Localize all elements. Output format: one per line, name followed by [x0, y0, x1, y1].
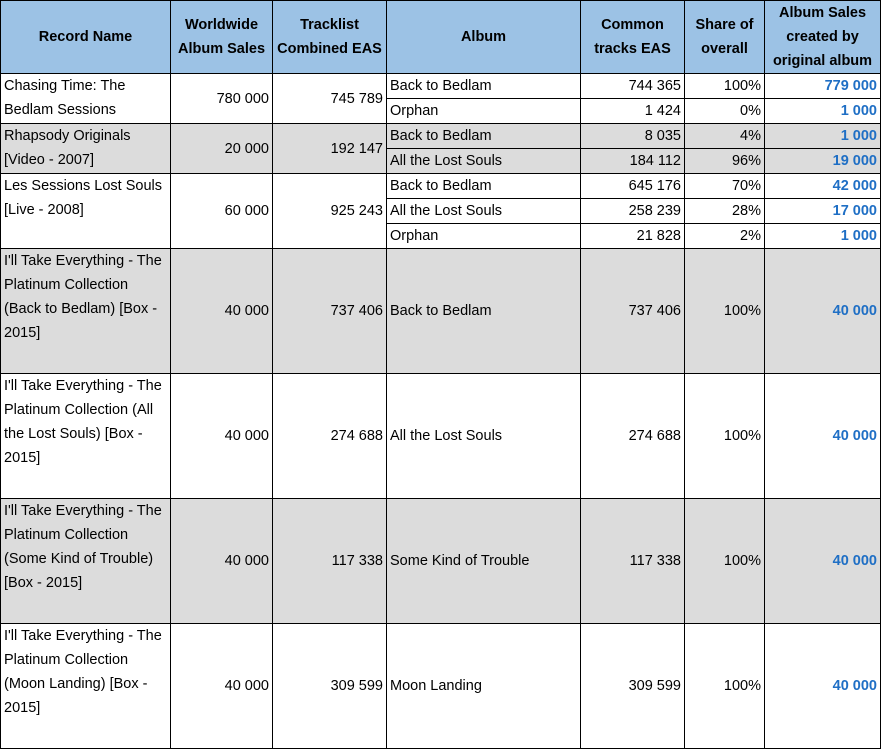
album-sales-created-cell: 1 000 [765, 124, 881, 149]
share-cell: 96% [685, 149, 765, 174]
header-album: Album [387, 1, 581, 74]
common-tracks-cell: 744 365 [581, 74, 685, 99]
album-sales-created-cell: 40 000 [765, 374, 881, 499]
album-cell: Orphan [387, 99, 581, 124]
album-sales-created-cell: 1 000 [765, 99, 881, 124]
worldwide-sales-cell: 60 000 [171, 174, 273, 249]
share-cell: 0% [685, 99, 765, 124]
album-sales-created-cell: 42 000 [765, 174, 881, 199]
common-tracks-cell: 737 406 [581, 249, 685, 374]
share-cell: 100% [685, 74, 765, 99]
album-cell: Back to Bedlam [387, 174, 581, 199]
tracklist-eas-cell: 925 243 [273, 174, 387, 249]
table-row [1, 624, 881, 749]
table-body [1, 74, 881, 749]
album-sales-created-cell: 40 000 [765, 624, 881, 749]
header-worldwide-album-sales: Worldwide Album Sales [171, 1, 273, 74]
worldwide-sales-cell: 40 000 [171, 624, 273, 749]
header-album-sales-created: Album Sales created by original album [765, 1, 881, 74]
album-cell: All the Lost Souls [387, 199, 581, 224]
record-name-cell: I'll Take Everything - The Platinum Collection (Moon Landing) [Box - 2015] [1, 624, 171, 749]
tracklist-eas-cell: 737 406 [273, 249, 387, 374]
common-tracks-cell: 184 112 [581, 149, 685, 174]
share-cell: 100% [685, 374, 765, 499]
share-cell: 2% [685, 224, 765, 249]
album-sales-created-cell: 1 000 [765, 224, 881, 249]
album-sales-created-cell: 779 000 [765, 74, 881, 99]
share-cell: 100% [685, 624, 765, 749]
tracklist-eas-cell: 309 599 [273, 624, 387, 749]
common-tracks-cell: 1 424 [581, 99, 685, 124]
share-cell: 70% [685, 174, 765, 199]
header-row [1, 1, 881, 74]
tracklist-eas-cell: 274 688 [273, 374, 387, 499]
header-common-tracks-eas: Common tracks EAS [581, 1, 685, 74]
table-row [1, 374, 881, 499]
record-name-cell: Rhapsody Originals [Video - 2007] [1, 124, 171, 174]
tracklist-eas-cell: 192 147 [273, 124, 387, 174]
common-tracks-cell: 274 688 [581, 374, 685, 499]
tracklist-eas-cell: 745 789 [273, 74, 387, 124]
record-name-cell: Les Sessions Lost Souls [Live - 2008] [1, 174, 171, 249]
album-cell: Back to Bedlam [387, 74, 581, 99]
worldwide-sales-cell: 40 000 [171, 249, 273, 374]
record-name-cell: I'll Take Everything - The Platinum Collection (Back to Bedlam) [Box - 2015] [1, 249, 171, 374]
share-cell: 28% [685, 199, 765, 224]
album-cell: Back to Bedlam [387, 249, 581, 374]
header-share-of-overall: Share of overall [685, 1, 765, 74]
worldwide-sales-cell: 780 000 [171, 74, 273, 124]
table-row [1, 174, 881, 199]
album-cell: Some Kind of Trouble [387, 499, 581, 624]
record-name-cell: I'll Take Everything - The Platinum Collection (All the Lost Souls) [Box - 2015] [1, 374, 171, 499]
record-name-cell: Chasing Time: The Bedlam Sessions [1, 74, 171, 124]
tracklist-eas-cell: 117 338 [273, 499, 387, 624]
common-tracks-cell: 258 239 [581, 199, 685, 224]
record-name-cell: I'll Take Everything - The Platinum Collection (Some Kind of Trouble) [Box - 2015] [1, 499, 171, 624]
share-cell: 4% [685, 124, 765, 149]
album-cell: All the Lost Souls [387, 374, 581, 499]
table-row [1, 124, 881, 149]
album-cell: Back to Bedlam [387, 124, 581, 149]
album-cell: All the Lost Souls [387, 149, 581, 174]
worldwide-sales-cell: 20 000 [171, 124, 273, 174]
album-sales-created-cell: 40 000 [765, 499, 881, 624]
common-tracks-cell: 117 338 [581, 499, 685, 624]
album-sales-created-cell: 40 000 [765, 249, 881, 374]
album-cell: Moon Landing [387, 624, 581, 749]
common-tracks-cell: 645 176 [581, 174, 685, 199]
common-tracks-cell: 21 828 [581, 224, 685, 249]
table-row [1, 249, 881, 374]
header-tracklist-combined-eas: Tracklist Combined EAS [273, 1, 387, 74]
header-record-name: Record Name [1, 1, 171, 74]
table-row [1, 499, 881, 624]
worldwide-sales-cell: 40 000 [171, 374, 273, 499]
share-cell: 100% [685, 499, 765, 624]
common-tracks-cell: 8 035 [581, 124, 685, 149]
worldwide-sales-cell: 40 000 [171, 499, 273, 624]
album-cell: Orphan [387, 224, 581, 249]
album-sales-created-cell: 17 000 [765, 199, 881, 224]
share-cell: 100% [685, 249, 765, 374]
table-row [1, 74, 881, 99]
common-tracks-cell: 309 599 [581, 624, 685, 749]
album-sales-created-cell: 19 000 [765, 149, 881, 174]
